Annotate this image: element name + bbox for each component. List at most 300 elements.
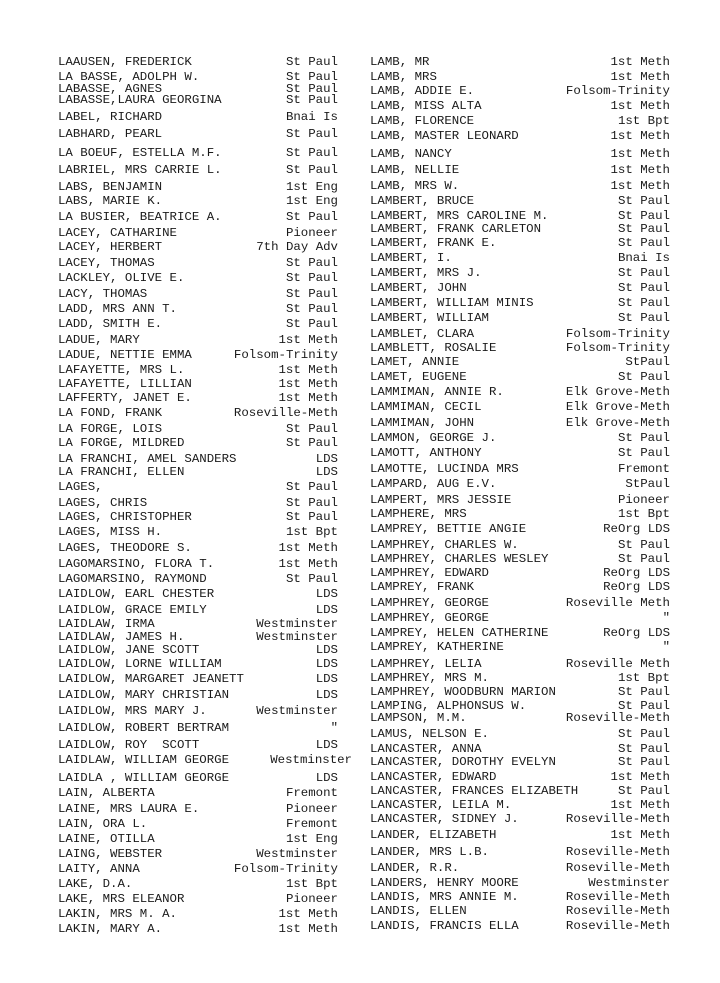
church-name: St Paul bbox=[285, 256, 338, 270]
list-item bbox=[58, 877, 338, 891]
member-name: LABS, MARIE K. bbox=[58, 194, 163, 208]
list-item bbox=[370, 179, 670, 193]
church-name: St Paul bbox=[617, 236, 670, 250]
member-name: LAMBERT, FRANK CARLETON bbox=[370, 222, 542, 236]
list-item bbox=[58, 738, 338, 752]
member-name: LANDIS, MRS ANNIE M. bbox=[370, 890, 519, 904]
church-name: Westminster bbox=[270, 753, 352, 767]
member-name: LA FORGE, MILDRED bbox=[58, 436, 185, 450]
member-name: LAGES, MISS H. bbox=[58, 525, 163, 539]
church-name: 1st Meth bbox=[278, 377, 338, 391]
church-name: Roseville-Meth bbox=[565, 812, 670, 826]
list-item bbox=[370, 566, 670, 580]
list-item bbox=[58, 436, 338, 450]
member-name: LAMPHREY, GEORGE bbox=[370, 611, 489, 625]
church-name: 1st Meth bbox=[278, 557, 338, 571]
list-item bbox=[370, 431, 670, 445]
list-item bbox=[370, 611, 670, 625]
church-name: St Paul bbox=[617, 699, 670, 713]
church-name: LDS bbox=[315, 587, 338, 601]
church-name: St Paul bbox=[285, 572, 338, 586]
list-item bbox=[370, 552, 670, 566]
list-item bbox=[58, 753, 352, 767]
member-name: LAIDLAW, WILLIAM GEORGE bbox=[58, 753, 230, 767]
member-name: LAFFERTY, JANET E. bbox=[58, 391, 192, 405]
list-item bbox=[370, 55, 670, 69]
list-item bbox=[370, 742, 670, 756]
member-name: LAMPHREY, CHARLES WESLEY bbox=[370, 552, 549, 566]
member-name: LACKLEY, OLIVE E. bbox=[58, 271, 185, 285]
church-name: Westminster bbox=[256, 630, 338, 644]
member-name: LAMBERT, JOHN bbox=[370, 281, 467, 295]
church-name: St Paul bbox=[285, 496, 338, 510]
member-name: LACEY, HERBERT bbox=[58, 240, 163, 254]
church-name: LDS bbox=[315, 672, 338, 686]
church-name: St Paul bbox=[285, 82, 338, 96]
church-name: Folsom-Trinity bbox=[233, 348, 338, 362]
member-name: LAIDLOW, ROY SCOTT bbox=[58, 738, 200, 752]
list-item bbox=[58, 832, 338, 846]
member-name: LACEY, CATHARINE bbox=[58, 226, 177, 240]
list-item bbox=[58, 771, 338, 785]
member-name: LADUE, NETTIE EMMA bbox=[58, 348, 192, 362]
list-item bbox=[58, 348, 338, 362]
list-item bbox=[370, 194, 670, 208]
member-name: LAMB, NANCY bbox=[370, 147, 452, 161]
member-name: LADUE, MARY bbox=[58, 333, 140, 347]
church-name: Fremont bbox=[285, 786, 338, 800]
church-name: 1st Meth bbox=[610, 770, 670, 784]
list-item bbox=[370, 919, 670, 933]
church-name: St Paul bbox=[285, 510, 338, 524]
list-item bbox=[370, 493, 670, 507]
list-item bbox=[370, 861, 670, 875]
list-item bbox=[58, 907, 338, 921]
list-item bbox=[370, 812, 670, 826]
member-name: LAGOMARSINO, RAYMOND bbox=[58, 572, 207, 586]
list-item bbox=[370, 904, 670, 918]
church-name: Roseville Meth bbox=[565, 657, 670, 671]
church-name: ReOrg LDS bbox=[603, 522, 670, 536]
church-name: Pioneer bbox=[285, 802, 338, 816]
member-name: LABRIEL, MRS CARRIE L. bbox=[58, 163, 222, 177]
member-name: LANDIS, FRANCIS ELLA bbox=[370, 919, 519, 933]
member-name: LAGES, THEODORE S. bbox=[58, 541, 192, 555]
member-name: LAGES, CHRIS bbox=[58, 496, 148, 510]
list-item bbox=[58, 240, 338, 254]
list-item bbox=[370, 755, 670, 769]
church-name: LDS bbox=[315, 603, 338, 617]
member-name: LAMPHREY, WOODBURN MARION bbox=[370, 685, 556, 699]
church-name: 1st Eng bbox=[285, 194, 338, 208]
church-name: 1st Meth bbox=[278, 541, 338, 555]
member-name: LAMPARD, AUG E.V. bbox=[370, 477, 497, 491]
member-name: LAGES, bbox=[58, 480, 103, 494]
member-name: LAMB, MRS bbox=[370, 70, 437, 84]
list-item bbox=[370, 251, 670, 265]
list-item bbox=[370, 236, 670, 250]
list-item bbox=[370, 446, 670, 460]
list-item bbox=[370, 209, 670, 223]
member-name: LANCASTER, FRANCES ELIZABETH bbox=[370, 784, 579, 798]
member-name: LANCASTER, EDWARD bbox=[370, 770, 497, 784]
church-name: Roseville-Meth bbox=[565, 919, 670, 933]
member-name: LAINE, OTILLA bbox=[58, 832, 155, 846]
member-name: LAFAYETTE, LILLIAN bbox=[58, 377, 192, 391]
member-name: LAINE, MRS LAURA E. bbox=[58, 802, 200, 816]
list-item bbox=[58, 146, 338, 160]
member-name: LAMPING, ALPHONSUS W. bbox=[370, 699, 527, 713]
church-name: Westminster bbox=[256, 847, 338, 861]
member-name: LAMMON, GEORGE J. bbox=[370, 431, 497, 445]
list-item bbox=[58, 704, 338, 718]
church-name: " bbox=[662, 611, 670, 625]
list-item bbox=[58, 194, 338, 208]
list-item bbox=[370, 828, 670, 842]
church-name: St Paul bbox=[617, 784, 670, 798]
member-name: LA FRANCHI, ELLEN bbox=[58, 465, 185, 479]
church-name: Westminster bbox=[256, 617, 338, 631]
church-name: Roseville Meth bbox=[565, 596, 670, 610]
list-item bbox=[370, 296, 670, 310]
church-name: St Paul bbox=[617, 685, 670, 699]
church-name: St Paul bbox=[285, 302, 338, 316]
list-item bbox=[370, 522, 670, 536]
list-item bbox=[58, 110, 338, 124]
member-name: LAIDLOW, EARL CHESTER bbox=[58, 587, 215, 601]
member-name: LAMB, MASTER LEONARD bbox=[370, 129, 519, 143]
church-name: St Paul bbox=[617, 431, 670, 445]
member-name: LABASSE, AGNES bbox=[58, 82, 163, 96]
member-name: LANCASTER, DOROTHY EVELYN bbox=[370, 755, 556, 769]
church-name: Roseville-Meth bbox=[565, 845, 670, 859]
member-name: LAMPREY, BETTIE ANGIE bbox=[370, 522, 527, 536]
member-name: LAITY, ANNA bbox=[58, 862, 140, 876]
church-name: ReOrg LDS bbox=[603, 626, 670, 640]
member-name: LADD, SMITH E. bbox=[58, 317, 163, 331]
church-name: 1st Bpt bbox=[617, 114, 670, 128]
list-item bbox=[370, 99, 670, 113]
list-item bbox=[58, 572, 338, 586]
list-item bbox=[58, 256, 338, 270]
member-name: LAMB, ADDIE E. bbox=[370, 84, 475, 98]
list-item bbox=[370, 876, 670, 890]
list-item bbox=[58, 847, 338, 861]
church-name: 1st Meth bbox=[278, 922, 338, 936]
list-item bbox=[58, 557, 338, 571]
church-name: 1st Eng bbox=[285, 832, 338, 846]
list-item bbox=[58, 127, 338, 141]
church-name: LDS bbox=[315, 657, 338, 671]
list-item bbox=[370, 685, 670, 699]
church-name: 1st Meth bbox=[610, 70, 670, 84]
church-name: " bbox=[662, 640, 670, 654]
member-name: LAKIN, MARY A. bbox=[58, 922, 163, 936]
list-item bbox=[370, 84, 670, 98]
member-name: LAMPSON, M.M. bbox=[370, 711, 467, 725]
member-name: LANDER, R.R. bbox=[370, 861, 460, 875]
list-item bbox=[58, 817, 338, 831]
church-name: Fremont bbox=[617, 462, 670, 476]
member-name: LAMBERT, I. bbox=[370, 251, 452, 265]
member-name: LAKE, D.A. bbox=[58, 877, 133, 891]
list-item bbox=[58, 643, 338, 657]
church-name: LDS bbox=[315, 465, 338, 479]
church-name: 1st Eng bbox=[285, 180, 338, 194]
church-name: 1st Meth bbox=[610, 163, 670, 177]
church-name: St Paul bbox=[285, 422, 338, 436]
list-item bbox=[58, 210, 338, 224]
member-name: LAIDLA , WILLIAM GEORGE bbox=[58, 771, 230, 785]
member-name: LA BUSIER, BEATRICE A. bbox=[58, 210, 222, 224]
church-name: Bnai Is bbox=[285, 110, 338, 124]
list-item bbox=[370, 640, 670, 654]
list-item bbox=[370, 341, 670, 355]
list-item bbox=[370, 727, 670, 741]
member-name: LANDERS, HENRY MOORE bbox=[370, 876, 519, 890]
church-name: St Paul bbox=[285, 317, 338, 331]
list-item bbox=[58, 93, 338, 107]
member-name: LAKE, MRS ELEANOR bbox=[58, 892, 185, 906]
list-item bbox=[58, 630, 338, 644]
list-item bbox=[58, 862, 338, 876]
list-item bbox=[58, 541, 338, 555]
church-name: St Paul bbox=[285, 127, 338, 141]
church-name: St Paul bbox=[617, 370, 670, 384]
member-name: LANDER, ELIZABETH bbox=[370, 828, 497, 842]
church-name: 1st Meth bbox=[278, 391, 338, 405]
list-item bbox=[370, 596, 670, 610]
list-item bbox=[58, 302, 338, 316]
list-item bbox=[58, 163, 338, 177]
member-name: LAIDLOW, GRACE EMILY bbox=[58, 603, 207, 617]
member-name: LAIN, ORA L. bbox=[58, 817, 148, 831]
church-name: 1st Bpt bbox=[285, 525, 338, 539]
church-name: 1st Meth bbox=[610, 129, 670, 143]
list-item bbox=[370, 114, 670, 128]
list-item bbox=[58, 603, 338, 617]
member-name: LA BASSE, ADOLPH W. bbox=[58, 70, 200, 84]
church-name: St Paul bbox=[617, 538, 670, 552]
list-item bbox=[58, 525, 338, 539]
list-item bbox=[58, 55, 338, 69]
list-item bbox=[58, 721, 338, 735]
member-name: LANCASTER, SIDNEY J. bbox=[370, 812, 519, 826]
member-name: LAMBERT, MRS CAROLINE M. bbox=[370, 209, 549, 223]
member-name: LAIDLAW, JAMES H. bbox=[58, 630, 185, 644]
member-name: LAMPREY, FRANK bbox=[370, 580, 475, 594]
list-item bbox=[58, 802, 338, 816]
member-name: LAING, WEBSTER bbox=[58, 847, 163, 861]
church-name: 1st Meth bbox=[610, 798, 670, 812]
list-item bbox=[58, 180, 338, 194]
member-name: LABS, BENJAMIN bbox=[58, 180, 163, 194]
list-item bbox=[370, 462, 670, 476]
member-name: LA FORGE, LOIS bbox=[58, 422, 163, 436]
member-name: LAMB, MRS W. bbox=[370, 179, 460, 193]
church-name: LDS bbox=[315, 643, 338, 657]
church-name: 7th Day Adv bbox=[256, 240, 338, 254]
church-name: St Paul bbox=[617, 296, 670, 310]
church-name: LDS bbox=[315, 738, 338, 752]
list-item bbox=[370, 711, 670, 725]
church-name: St Paul bbox=[617, 281, 670, 295]
church-name: St Paul bbox=[285, 146, 338, 160]
church-name: St Paul bbox=[617, 266, 670, 280]
list-item bbox=[370, 129, 670, 143]
member-name: LAFAYETTE, MRS L. bbox=[58, 363, 185, 377]
church-name: Elk Grove-Meth bbox=[565, 400, 670, 414]
list-item bbox=[58, 496, 338, 510]
member-name: LAMPHREY, EDWARD bbox=[370, 566, 489, 580]
list-item bbox=[370, 266, 670, 280]
church-name: 1st Meth bbox=[610, 55, 670, 69]
list-item bbox=[370, 147, 670, 161]
member-name: LAMPERT, MRS JESSIE bbox=[370, 493, 512, 507]
member-name: LANDIS, ELLEN bbox=[370, 904, 467, 918]
member-name: LAMB, NELLIE bbox=[370, 163, 460, 177]
member-name: LAGES, CHRISTOPHER bbox=[58, 510, 192, 524]
list-item bbox=[58, 317, 338, 331]
member-name: LA FOND, FRANK bbox=[58, 406, 163, 420]
member-name: LA BOEUF, ESTELLA M.F. bbox=[58, 146, 222, 160]
church-name: 1st Meth bbox=[278, 907, 338, 921]
list-item bbox=[370, 784, 670, 798]
church-name: Roseville-Meth bbox=[565, 861, 670, 875]
member-name: LAMOTTE, LUCINDA MRS bbox=[370, 462, 519, 476]
member-name: LAMPHREY, LELIA bbox=[370, 657, 482, 671]
member-name: LAMB, MISS ALTA bbox=[370, 99, 482, 113]
church-name: Roseville-Meth bbox=[565, 711, 670, 725]
list-item bbox=[370, 538, 670, 552]
church-name: St Paul bbox=[285, 70, 338, 84]
church-name: 1st Meth bbox=[610, 99, 670, 113]
member-name: LAMBERT, BRUCE bbox=[370, 194, 475, 208]
member-name: LAAUSEN, FREDERICK bbox=[58, 55, 192, 69]
member-name: LAMBLET, CLARA bbox=[370, 327, 475, 341]
list-item bbox=[58, 786, 338, 800]
member-name: LAMPHREY, GEORGE bbox=[370, 596, 489, 610]
church-name: 1st Meth bbox=[610, 828, 670, 842]
list-item bbox=[58, 465, 338, 479]
member-name: LACEY, THOMAS bbox=[58, 256, 155, 270]
member-name: LAIDLOW, ROBERT BERTRAM bbox=[58, 721, 230, 735]
member-name: LAMBERT, WILLIAM MINIS bbox=[370, 296, 534, 310]
church-name: 1st Meth bbox=[278, 363, 338, 377]
member-name: LAMMIMAN, CECIL bbox=[370, 400, 482, 414]
church-name: Bnai Is bbox=[617, 251, 670, 265]
church-name: StPaul bbox=[625, 477, 670, 491]
church-name: St Paul bbox=[617, 742, 670, 756]
list-item bbox=[370, 281, 670, 295]
church-name: St Paul bbox=[617, 755, 670, 769]
church-name: Roseville-Meth bbox=[233, 406, 338, 420]
member-name: LAIDLAW, IRMA bbox=[58, 617, 155, 631]
member-name: LAMBERT, MRS J. bbox=[370, 266, 482, 280]
church-name: St Paul bbox=[617, 446, 670, 460]
church-name: Westminster bbox=[588, 876, 670, 890]
member-name: LAMPHERE, MRS bbox=[370, 507, 467, 521]
member-name: LAMOTT, ANTHONY bbox=[370, 446, 482, 460]
list-item bbox=[370, 626, 670, 640]
list-item bbox=[58, 422, 338, 436]
list-item bbox=[58, 480, 338, 494]
list-item bbox=[370, 370, 670, 384]
church-name: St Paul bbox=[617, 209, 670, 223]
member-name: LANCASTER, LEILA M. bbox=[370, 798, 512, 812]
church-name: St Paul bbox=[285, 287, 338, 301]
member-name: LAKIN, MRS M. A. bbox=[58, 907, 177, 921]
church-name: 1st Bpt bbox=[617, 507, 670, 521]
list-item bbox=[58, 452, 338, 466]
member-name: LAMPHREY, MRS M. bbox=[370, 671, 489, 685]
church-name: St Paul bbox=[285, 271, 338, 285]
list-item bbox=[58, 657, 338, 671]
member-name: LAIDLOW, JANE SCOTT bbox=[58, 643, 200, 657]
church-name: St Paul bbox=[617, 194, 670, 208]
list-item bbox=[370, 845, 670, 859]
list-item bbox=[58, 363, 338, 377]
member-name: LAMPREY, KATHERINE bbox=[370, 640, 504, 654]
member-name: LAIDLOW, LORNE WILLIAM bbox=[58, 657, 222, 671]
member-name: LAIN, ALBERTA bbox=[58, 786, 155, 800]
list-item bbox=[370, 163, 670, 177]
member-name: LAIDLOW, MARGARET JEANETT bbox=[58, 672, 244, 686]
member-name: LAMMIMAN, JOHN bbox=[370, 416, 475, 430]
church-name: 1st Meth bbox=[610, 147, 670, 161]
member-name: LAMPREY, HELEN CATHERINE bbox=[370, 626, 549, 640]
list-item bbox=[58, 377, 338, 391]
member-name: LACY, THOMAS bbox=[58, 287, 148, 301]
list-item bbox=[58, 271, 338, 285]
list-item bbox=[58, 510, 338, 524]
church-name: " bbox=[330, 721, 338, 735]
list-item bbox=[370, 385, 670, 399]
church-name: St Paul bbox=[285, 55, 338, 69]
church-name: LDS bbox=[315, 688, 338, 702]
church-name: St Paul bbox=[617, 552, 670, 566]
list-item bbox=[370, 400, 670, 414]
church-name: Folsom-Trinity bbox=[233, 862, 338, 876]
church-name: St Paul bbox=[285, 480, 338, 494]
list-item bbox=[370, 477, 670, 491]
member-name: LABASSE,LAURA GEORGINA bbox=[58, 93, 222, 107]
member-name: LAMB, MR bbox=[370, 55, 430, 69]
member-name: LABHARD, PEARL bbox=[58, 127, 163, 141]
church-name: StPaul bbox=[625, 355, 670, 369]
member-name: LAMMIMAN, ANNIE R. bbox=[370, 385, 504, 399]
list-item bbox=[58, 672, 338, 686]
church-name: Pioneer bbox=[285, 892, 338, 906]
church-name: St Paul bbox=[617, 727, 670, 741]
list-item bbox=[370, 355, 670, 369]
member-name: LAMB, FLORENCE bbox=[370, 114, 475, 128]
list-item bbox=[58, 922, 338, 936]
list-item bbox=[58, 587, 338, 601]
list-item bbox=[58, 333, 338, 347]
church-name: Fremont bbox=[285, 817, 338, 831]
church-name: Folsom-Trinity bbox=[565, 84, 670, 98]
church-name: Roseville-Meth bbox=[565, 904, 670, 918]
list-item bbox=[370, 657, 670, 671]
church-name: Pioneer bbox=[285, 226, 338, 240]
member-name: LANDER, MRS L.B. bbox=[370, 845, 489, 859]
member-name: LAMBERT, FRANK E. bbox=[370, 236, 497, 250]
church-name: Elk Grove-Meth bbox=[565, 416, 670, 430]
church-name: LDS bbox=[315, 771, 338, 785]
list-item bbox=[370, 671, 670, 685]
member-name: LAMET, EUGENE bbox=[370, 370, 467, 384]
